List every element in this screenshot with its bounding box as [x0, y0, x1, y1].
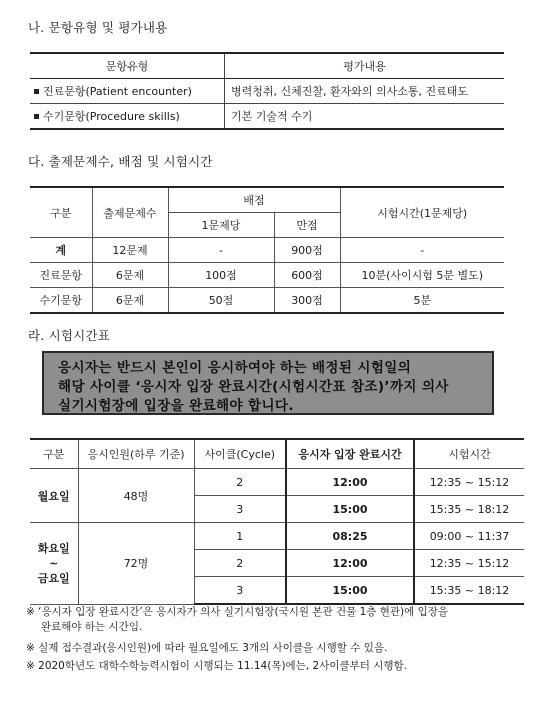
cycle-cell: 2	[194, 469, 286, 496]
entry-time-cell: 12:00	[286, 469, 414, 496]
column-header-evaluation: 평가내용	[225, 53, 505, 79]
table-row	[30, 288, 504, 314]
time-cell: 5분	[340, 288, 504, 314]
per-item-cell: 100점	[168, 263, 274, 288]
evaluation-cell: 기본 기술적 수기	[225, 104, 505, 130]
column-header-applicants: 응시인원(하루 기준)	[78, 439, 194, 469]
per-item-cell: -	[168, 238, 274, 263]
table-header-row	[30, 187, 504, 213]
notice-line: 응시자는 반드시 본인이 응시하여야 하는 배정된 시험일의	[58, 360, 412, 376]
evaluation-cell: 병력청취, 신체진찰, 환자와의 의사소통, 진료태도	[225, 79, 505, 104]
footnote-line: ※ ‘응시자 입장 완료시간’은 응시자가 의사 실기시험장(국시원 본관 건물 1층 현관)에 입장을	[26, 606, 449, 618]
full-score-cell: 900점	[274, 238, 340, 263]
entry-time-cell: 12:00	[286, 550, 414, 577]
division-cell: 계	[30, 238, 92, 263]
footnote-csat: ※ 2020학년도 대학수학능력시험이 시행되는 11.14(목)에는, 2사이클부터 시행함.	[26, 660, 408, 672]
square-bullet-icon	[34, 114, 39, 119]
day-range-cell	[30, 523, 78, 605]
entry-time-cell: 15:00	[286, 496, 414, 523]
column-header-division: 구분	[30, 187, 92, 238]
table-header-row	[30, 439, 524, 469]
footnote-entry-time	[26, 605, 516, 635]
column-header-division: 구분	[30, 439, 78, 469]
count-cell: 6문제	[92, 263, 168, 288]
section-heading-timetable: 라. 시험시간표	[28, 328, 110, 343]
table-row	[30, 79, 504, 104]
division-cell: 수기문항	[30, 288, 92, 314]
cycle-cell: 2	[194, 550, 286, 577]
footnote-cycles: ※ 실제 접수결과(응시인원)에 따라 월요일에도 3개의 사이클을 시행할 수 있음.	[26, 642, 388, 654]
cycle-cell: 1	[194, 523, 286, 550]
square-bullet-icon	[34, 89, 39, 94]
notice-line: 실기시험장에 입장을 완료해야 합니다.	[58, 398, 294, 414]
time-cell: 10분(사이시험 5분 별도)	[340, 263, 504, 288]
applicants-cell: 48명	[78, 469, 194, 523]
item-type-table	[30, 52, 504, 130]
table-row	[30, 263, 504, 288]
per-item-cell: 50점	[168, 288, 274, 314]
table-header-row	[30, 53, 504, 79]
exam-time-cell: 12:35 ~ 15:12	[414, 469, 524, 496]
table-row	[30, 523, 524, 550]
count-cell: 12문제	[92, 238, 168, 263]
column-header-score: 배점	[168, 187, 340, 213]
exam-time-cell: 15:35 ~ 18:12	[414, 577, 524, 605]
day-cell: 월요일	[30, 469, 78, 523]
table-row	[30, 469, 524, 496]
item-type-cell: 진료문항(Patient encounter)	[43, 85, 192, 98]
column-header-cycle: 사이클(Cycle)	[194, 439, 286, 469]
exam-time-cell: 09:00 ~ 11:37	[414, 523, 524, 550]
notice-line: 해당 사이클 ‘응시자 입장 완료시간(시험시간표 참조)’까지 의사	[58, 379, 449, 395]
full-score-cell: 600점	[274, 263, 340, 288]
exam-time-cell: 12:35 ~ 15:12	[414, 550, 524, 577]
column-header-count: 출제문제수	[92, 187, 168, 238]
column-header-full: 만점	[274, 213, 340, 238]
division-cell: 진료문항	[30, 263, 92, 288]
applicants-cell: 72명	[78, 523, 194, 605]
cycle-cell: 3	[194, 496, 286, 523]
footnote-line: 완료해야 하는 시간임.	[41, 621, 143, 633]
timetable	[30, 438, 524, 605]
column-header-exam-time: 시험시간	[414, 439, 524, 469]
time-cell: -	[340, 238, 504, 263]
table-row	[30, 104, 504, 130]
entry-time-cell: 08:25	[286, 523, 414, 550]
column-header-time: 시험시간(1문제당)	[340, 187, 504, 238]
cycle-cell: 3	[194, 577, 286, 605]
column-header-per-item: 1문제당	[168, 213, 274, 238]
section-heading-scoring: 다. 출제문제수, 배점 및 시험시간	[28, 154, 213, 169]
section-heading-item-types: 나. 문항유형 및 평가내용	[28, 20, 168, 35]
table-row	[30, 238, 504, 263]
exam-time-cell: 15:35 ~ 18:12	[414, 496, 524, 523]
day-range-end: 금요일	[37, 571, 70, 585]
day-range-tilde: ~	[49, 556, 59, 570]
entry-time-cell: 15:00	[286, 577, 414, 605]
day-range-start: 화요일	[37, 541, 70, 555]
column-header-entry-time: 응시자 입장 완료시간	[286, 439, 414, 469]
scoring-table	[30, 186, 504, 314]
item-type-cell: 수기문항(Procedure skills)	[43, 110, 180, 123]
column-header-item-type: 문항유형	[30, 53, 225, 79]
count-cell: 6문제	[92, 288, 168, 314]
notice-box	[42, 351, 494, 415]
full-score-cell: 300점	[274, 288, 340, 314]
